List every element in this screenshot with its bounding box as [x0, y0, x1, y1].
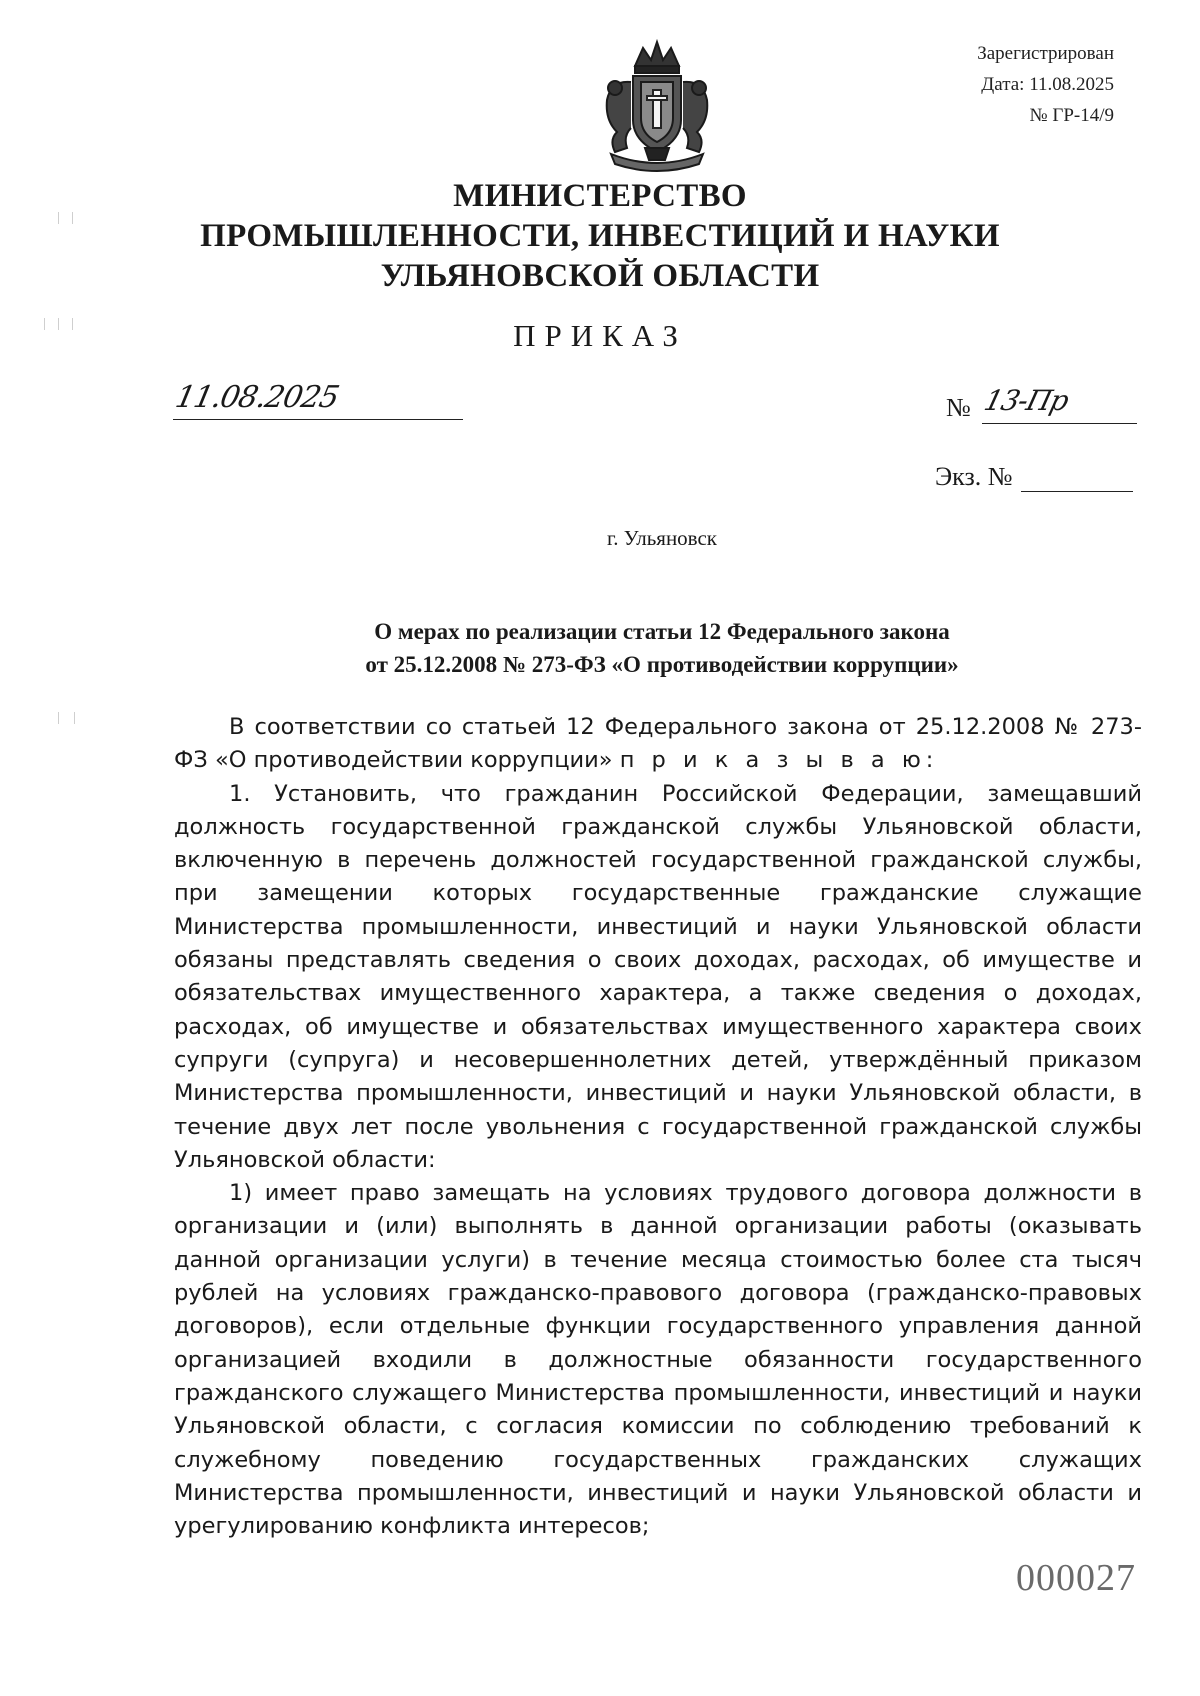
scan-speck: [58, 318, 59, 330]
paragraph-1-item-1: 1) имеет право замещать на условиях трудового договора должности в организации и (или) выполнять в данной организации работы (оказывать данной организации услуги) в течение месяца стоимостью более ста тысяч рублей на условиях гражданско-правового договора (гражданско-правовых договоров), если отдельные функции государственного управления данной организацией входили в должностные обязанности государственного гражданского служащего Министерства промышленности, инвестиций и науки Ульяновской области, с согласия комиссии по соблюдению требований к служебному поведению государственных гражданских служащих Министерства промышленности, инвестиций и науки Ульяновской области и урегулированию конфликта интересов;: [174, 1180, 1142, 1540]
ministry-line-2: ПРОМЫШЛЕННОСТИ, ИНВЕСТИЦИЙ И НАУКИ: [200, 218, 1000, 254]
ulyanovsk-coat-of-arms-icon: [587, 36, 727, 176]
scan-speck: [72, 318, 73, 330]
subject-line-1: О мерах по реализации статьи 12 Федерального закона: [374, 619, 950, 644]
intro-text: В соответствии со статьей 12 Федерального закона от 25.12.2008 № 273-ФЗ «О противодействии коррупции»: [174, 714, 1142, 774]
registration-label: Зарегистрирован: [977, 43, 1114, 64]
scan-speck: [58, 212, 59, 224]
scan-speck: [74, 712, 75, 724]
order-verb: п р и к а з ы в а ю:: [619, 747, 939, 774]
document-type: ПРИКАЗ: [513, 318, 687, 353]
number-underline: [982, 423, 1137, 424]
scan-speck: [72, 212, 73, 224]
copy-number-underline: [1021, 491, 1133, 492]
order-body: [174, 711, 1142, 1543]
registration-date: Дата: 11.08.2025: [981, 74, 1114, 95]
ministry-line-3: УЛЬЯНОВСКОЙ ОБЛАСТИ: [380, 258, 820, 294]
registration-stamp: [977, 38, 1114, 131]
order-subject: [0, 615, 1200, 681]
scan-speck: [58, 712, 59, 724]
order-number-label: №: [946, 393, 971, 422]
city-label: г. Ульяновск: [606, 526, 717, 550]
ministry-heading: [0, 176, 1200, 296]
registration-number: № ГР-14/9: [1029, 105, 1114, 126]
paragraph-1: 1. Установить, что гражданин Российской Федерации, замещавший должность государственной гражданской службы Ульяновской области, включенную в перечень должностей государственной гражданской службы, при замещении которых государственные гражданские служащие Министерства промышленности, инвестиций и науки Ульяновской области обязаны представлять сведения о своих доходах, расходах, об имуществе и обязательствах имущественного характера, а также сведения о доходах, расходах, об имуществе и обязательствах имущественного характера своих супруги (супруга) и несовершеннолетних детей, утверждённый приказом Министерства промышленности, инвестиций и науки Ульяновской области, в течение двух лет после увольнения с государственной гражданской службы Ульяновской области:: [174, 780, 1142, 1173]
subject-line-2: от 25.12.2008 № 273-ФЗ «О противодействии коррупции»: [365, 652, 959, 677]
page-number: 000027: [1016, 1557, 1136, 1599]
intro-paragraph: [174, 711, 1142, 778]
handwritten-date: 11.08.2025: [172, 380, 342, 415]
scan-speck: [44, 318, 45, 330]
handwritten-order-number: 13-Пр: [980, 384, 1072, 417]
date-underline: [173, 419, 463, 420]
copy-number-label: Экз. №: [935, 462, 1013, 491]
ministry-line-1: МИНИСТЕРСТВО: [453, 178, 747, 214]
